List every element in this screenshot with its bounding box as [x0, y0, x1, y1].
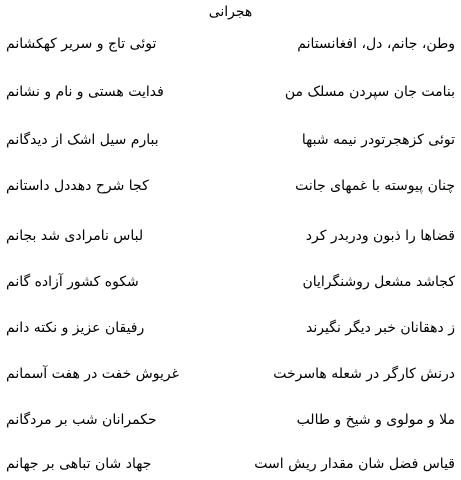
verse-5 [0, 224, 461, 248]
verse-3-second-hemistich: ببارم سیل اشک از دیدگانم [6, 132, 159, 148]
verse-9 [0, 408, 461, 432]
verse-4 [0, 174, 461, 198]
poem-title: هجرانی [208, 4, 253, 20]
verse-4-first-hemistich: چنان پیوسته با غمهای جانت [295, 178, 455, 194]
verse-2-first-hemistich: بنامت جان سپردن مسلک من [284, 84, 455, 100]
verse-6-first-hemistich: کجاشد مشعل روشنگرایان [302, 274, 455, 290]
verse-5-first-hemistich: قضاها را ذبون ودربدر کرد [305, 228, 455, 244]
verse-3 [0, 128, 461, 152]
verse-1 [0, 32, 461, 56]
verse-1-first-hemistich: وطن، جانم، دل، افغانستانم [297, 36, 455, 52]
verse-2-second-hemistich: فدایت هستی و نام و نشانم [6, 84, 164, 100]
verse-5-second-hemistich: لباس نامرادی شد بجانم [6, 228, 144, 244]
verse-7 [0, 316, 461, 340]
verse-7-first-hemistich: ز دهقانان خبر دیگر نگیرند [306, 320, 455, 336]
verse-8-first-hemistich: درنش کارگر در شعله هاسرخت [273, 366, 455, 382]
verse-8 [0, 362, 461, 386]
verse-9-first-hemistich: ملا و مولوی و شیخ و طالب [296, 412, 455, 428]
verse-10 [0, 452, 461, 476]
verse-4-second-hemistich: کجا شرح دهددل داستانم [6, 178, 149, 194]
verse-6 [0, 270, 461, 294]
verse-3-first-hemistich: توئی کزهجرتودر نیمه شبها [301, 132, 455, 148]
verse-9-second-hemistich: حکمرانان شب بر مردگانم [6, 412, 157, 428]
verse-6-second-hemistich: شکوه کشور آزاده گانم [6, 274, 139, 290]
verse-10-second-hemistich: جهاد شان تباهی بر جهانم [6, 456, 152, 472]
verse-2 [0, 80, 461, 104]
verse-10-first-hemistich: قیاس فضل شان مقدار ریش است [254, 456, 455, 472]
verse-7-second-hemistich: رفیقان عزیز و نکته دانم [6, 320, 145, 336]
verse-8-second-hemistich: غریوش خفت در هفت آسمانم [6, 366, 179, 382]
verse-1-second-hemistich: توئی تاج و سریر کهکشانم [6, 36, 157, 52]
